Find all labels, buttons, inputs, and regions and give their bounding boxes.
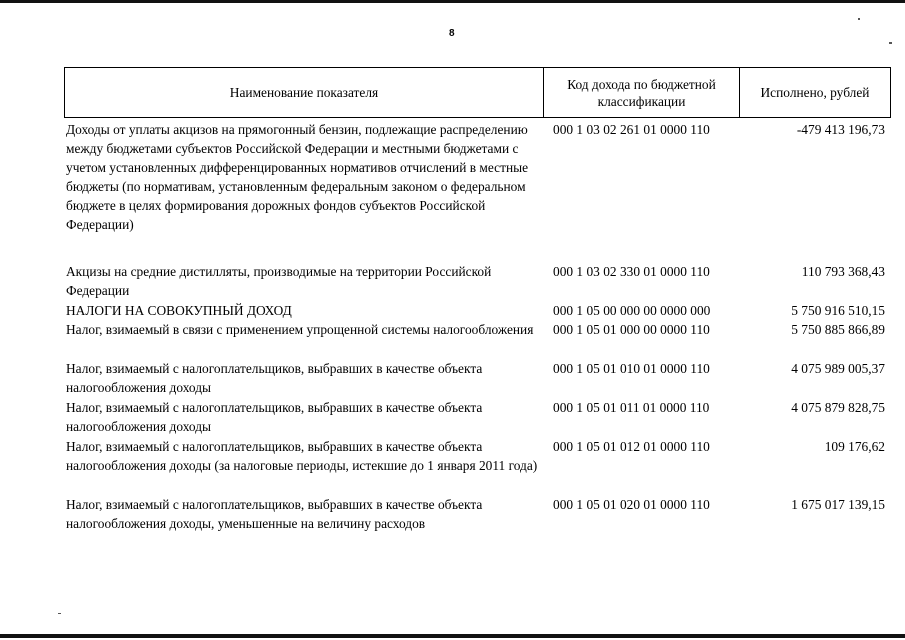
row-amount: 4 075 879 828,75 bbox=[791, 400, 885, 415]
row-code: 000 1 05 01 012 01 0000 110 bbox=[553, 439, 710, 454]
row-amount: -479 413 196,73 bbox=[796, 122, 885, 137]
header-code: Код дохода по бюджетной классификации bbox=[544, 68, 740, 117]
row-name: Акцизы на средние дистилляты, производимые на территории Российской Федерации bbox=[66, 264, 492, 298]
row-amount: 5 750 885 866,89 bbox=[791, 322, 885, 337]
page-number: 8 bbox=[449, 28, 455, 39]
row-amount: 4 075 989 005,37 bbox=[791, 361, 885, 376]
row-name: Налог, взимаемый с налогоплательщиков, выбравших в качестве объекта налогообложения доходы bbox=[66, 361, 483, 395]
scan-speck bbox=[58, 613, 61, 614]
scan-bottom-edge bbox=[0, 634, 905, 638]
row-name: Налог, взимаемый с налогоплательщиков, выбравших в качестве объекта налогообложения доходы bbox=[66, 400, 483, 434]
row-code: 000 1 05 01 011 01 0000 110 bbox=[553, 400, 710, 415]
scan-speck bbox=[889, 42, 892, 44]
header-amount: Исполнено, рублей bbox=[760, 85, 870, 100]
row-amount: 5 750 916 510,15 bbox=[791, 303, 885, 318]
row-name: Налог, взимаемый с налогоплательщиков, выбравших в качестве объекта налогообложения доходы, уменьшенные на величину расходов bbox=[66, 497, 483, 531]
row-code: 000 1 05 00 000 00 0000 000 bbox=[553, 303, 711, 318]
table-header bbox=[64, 67, 891, 118]
row-name: Налог, взимаемый с налогоплательщиков, выбравших в качестве объекта налогообложения доходы (за налоговые периоды, истекшие до 1 января 2011 года) bbox=[66, 439, 538, 473]
row-name: НАЛОГИ НА СОВОКУПНЫЙ ДОХОД bbox=[66, 303, 292, 318]
row-name: Доходы от уплаты акцизов на прямогонный бензин, подлежащие распределению между бюджетами субъектов Российской Федерации и местными бюджетами с учетом установленных дифференцированных нормативов отчислений в местные бюджеты (по нормативам, установленным федеральным законом о федеральном бюджете в целях формирования дорожных фондов субъектов Российской Федерации) bbox=[66, 122, 529, 232]
header-name: Наименование показателя bbox=[65, 68, 544, 117]
row-amount: 109 176,62 bbox=[824, 439, 885, 454]
row-code: 000 1 03 02 261 01 0000 110 bbox=[553, 122, 710, 137]
row-code: 000 1 05 01 000 00 0000 110 bbox=[553, 322, 710, 337]
row-code: 000 1 05 01 010 01 0000 110 bbox=[553, 361, 710, 376]
row-code: 000 1 05 01 020 01 0000 110 bbox=[553, 497, 710, 512]
row-amount: 110 793 368,43 bbox=[801, 264, 885, 279]
scan-speck bbox=[858, 18, 860, 20]
row-amount: 1 675 017 139,15 bbox=[791, 497, 885, 512]
row-name: Налог, взимаемый в связи с применением упрощенной системы налогообложения bbox=[66, 322, 534, 337]
scan-top-edge bbox=[0, 0, 905, 3]
row-code: 000 1 03 02 330 01 0000 110 bbox=[553, 264, 710, 279]
